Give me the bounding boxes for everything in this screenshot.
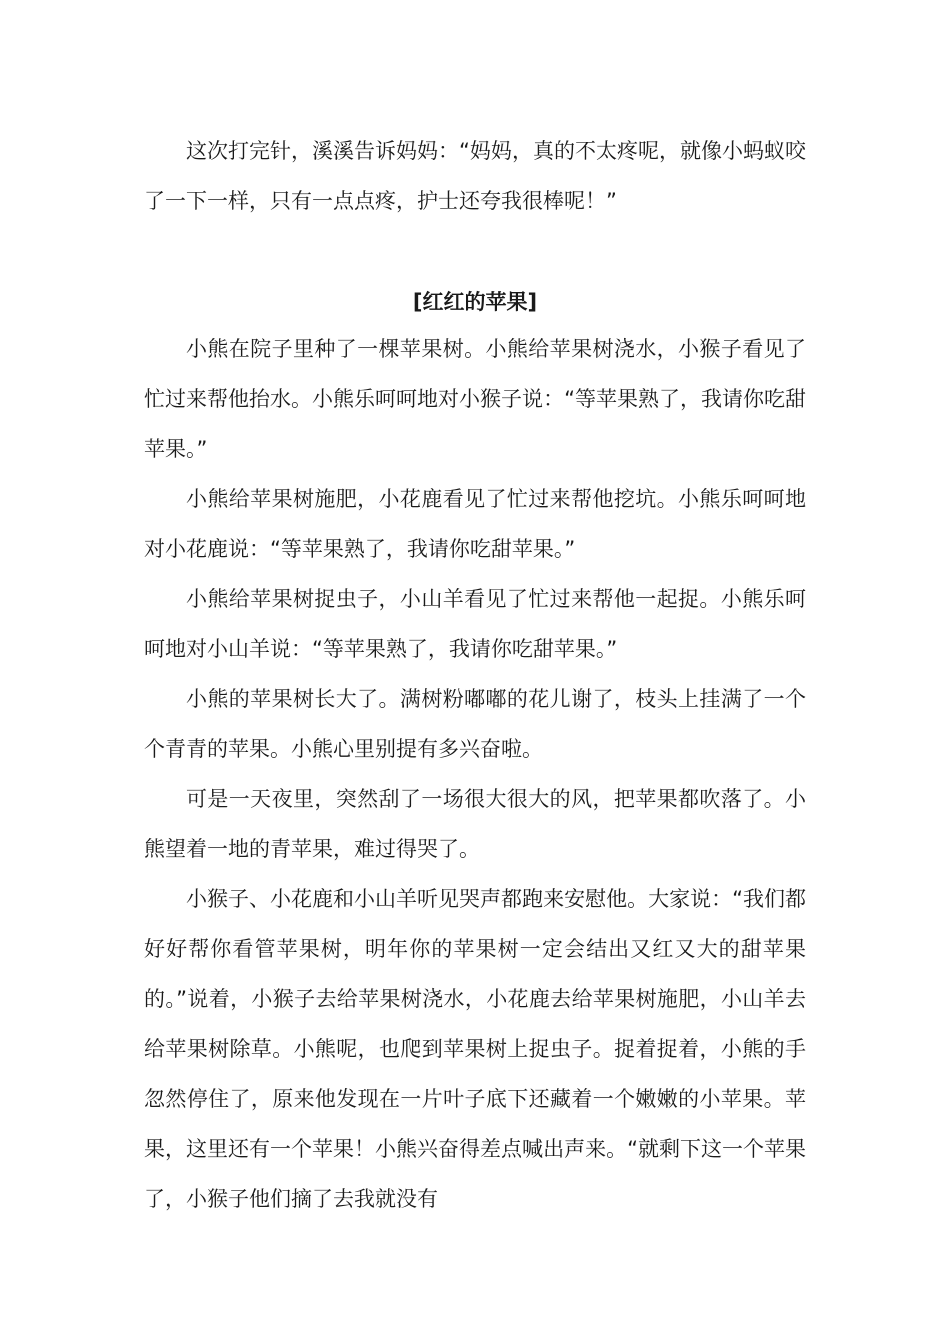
story-paragraph: 小熊在院子里种了一棵苹果树。小熊给苹果树浇水，小猴子看见了忙过来帮他抬水。小熊乐呵呵地对小猴子说：“等苹果熟了，我请你吃甜苹果。” xyxy=(144,337,806,461)
story-paragraph: 小熊的苹果树长大了。满树粉嘟嘟的花儿谢了，枝头上挂满了一个个青青的苹果。小熊心里别提有多兴奋啦。 xyxy=(144,687,806,761)
story-paragraph: 可是一天夜里，突然刮了一场很大很大的风，把苹果都吹落了。小熊望着一地的青苹果，难过得哭了。 xyxy=(144,787,806,861)
story-title: [红红的苹果] xyxy=(412,290,538,314)
story-paragraph: 小熊给苹果树施肥，小花鹿看见了忙过来帮他挖坑。小熊乐呵呵地对小花鹿说：“等苹果熟了，我请你吃甜苹果。” xyxy=(144,487,806,561)
intro-paragraph: 这次打完针，溪溪告诉妈妈：“妈妈，真的不太疼呢，就像小蚂蚁咬了一下一样，只有一点点疼，护士还夸我很棒呢！” xyxy=(144,139,806,213)
story-paragraph: 小熊给苹果树捉虫子，小山羊看见了忙过来帮他一起捉。小熊乐呵呵地对小山羊说：“等苹果熟了，我请你吃甜苹果。” xyxy=(144,587,806,661)
story-paragraph: 小猴子、小花鹿和小山羊听见哭声都跑来安慰他。大家说：“我们都好好帮你看管苹果树，明年你的苹果树一定会结出又红又大的甜苹果的。”说着，小猴子去给苹果树浇水，小花鹿去给苹果树施肥，小山羊去给苹果树除草。小熊呢，也爬到苹果树上捉虫子。捉着捉着，小熊的手忽然停住了，原来他发现在一片叶子底下还藏着一个嫩嫩的小苹果。苹果，这里还有一个苹果！小熊兴奋得差点喊出声来。“就剩下这一个苹果了，小猴子他们摘了去我就没有 xyxy=(144,887,806,1211)
story-body xyxy=(144,324,806,1224)
